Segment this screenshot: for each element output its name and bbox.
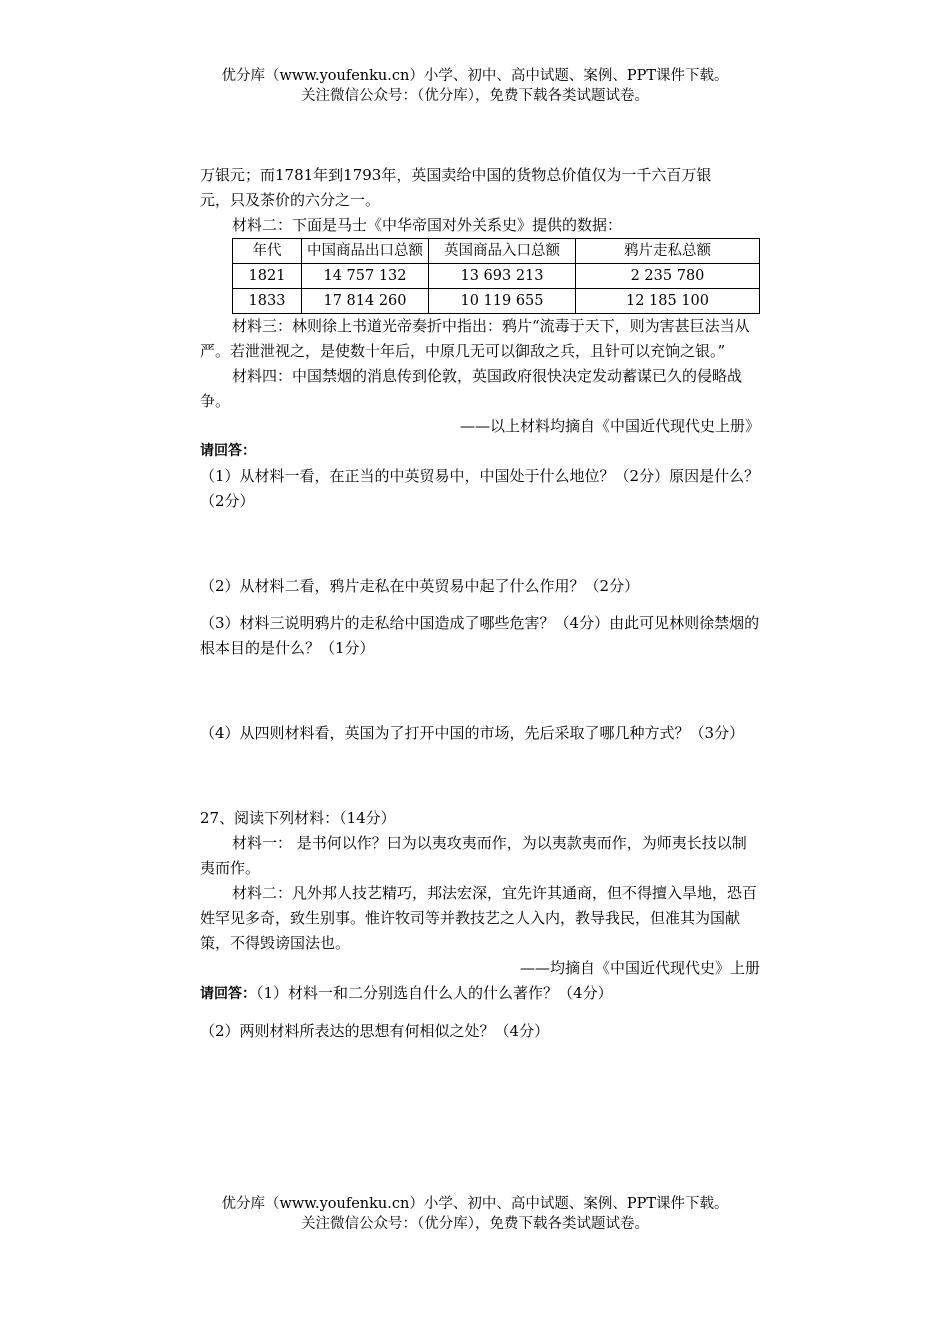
answer-space — [200, 661, 760, 721]
q27-material1: 材料一： 是书何以作？曰为以夷攻夷而作，为以夷款夷而作，为师夷长技以制夷而作。 — [200, 834, 747, 877]
footer-line-1: 优分库（www.youfenku.cn）小学、初中、高中试题、案例、PPT课件下载。 — [221, 1196, 729, 1212]
q26-material2-intro: 材料二：下面是马士《中华帝国对外关系史》提供的数据： — [232, 216, 623, 234]
table-header-row — [233, 239, 760, 264]
table-cell: 1821 — [233, 264, 302, 289]
answer-space — [200, 599, 760, 611]
answer-space — [200, 746, 760, 806]
table-header-cell: 英国商品入口总额 — [429, 239, 576, 264]
q26-continuation-2: 元，只及茶价的六分之一。 — [200, 191, 381, 209]
table-cell: 13 693 213 — [429, 264, 576, 289]
q26-question-3: （3）材料三说明鸦片的走私给中国造成了哪些危害？（4分）由此可见林则徐禁烟的根本目的是什么？（1分） — [200, 614, 760, 657]
table-cell: 14 757 132 — [302, 264, 429, 289]
q27-material2: 材料二：凡外邦人技艺精巧，邦法宏深，宜先许其通商，但不得擅入旱地，恐百姓罕见多奇，致生别事。惟许牧司等并教技艺之人入内，教导我民，但准其为国献策，不得毁谤国法也。 — [200, 884, 758, 952]
header-line-2: 关注微信公众号：（优分库），免费下载各类试题试卷。 — [301, 88, 649, 104]
page-footer — [0, 1194, 950, 1234]
footer-line-2: 关注微信公众号：（优分库），免费下载各类试题试卷。 — [301, 1216, 649, 1232]
table-row — [233, 264, 760, 289]
answer-space — [200, 1007, 760, 1019]
document-body — [200, 163, 760, 1044]
q27-question-1: （1）材料一和二分别选自什么人的什么著作？（4分） — [256, 984, 613, 1002]
trade-data-table — [232, 238, 760, 314]
q27-question-1-line — [200, 981, 760, 1007]
table-cell: 12 185 100 — [576, 289, 760, 314]
q26-material4: 材料四：中国禁烟的消息传到伦敦，英国政府很快决定发动蓄谋已久的侵略战争。 — [200, 367, 743, 410]
q27-source: ——均摘自《中国近代现代史》上册 — [519, 959, 760, 977]
q26-question-1: （1）从材料一看，在正当的中英贸易中，中国处于什么地位？（2分）原因是什么？（2分） — [200, 467, 760, 510]
table-cell: 2 235 780 — [576, 264, 760, 289]
table-header-cell: 中国商品出口总额 — [302, 239, 429, 264]
q26-material3: 材料三：林则徐上书道光帝奏折中指出：鸦片“流毒于天下，则为害甚巨法当从严。若泄泄视之，是使数十年后，中原几无可以御敌之兵，且针可以充饷之银。” — [200, 317, 750, 360]
page-header — [0, 66, 950, 106]
q26-source: ——以上材料均摘自《中国近代现代史上册》 — [459, 417, 760, 435]
table-row — [233, 289, 760, 314]
q26-answer-label: 请回答： — [200, 443, 256, 459]
q26-question-4: （4）从四则材料看，英国为了打开中国的市场，先后采取了哪几种方式？（3分） — [200, 724, 745, 742]
answer-space — [200, 514, 760, 574]
header-line-1: 优分库（www.youfenku.cn）小学、初中、高中试题、案例、PPT课件下载。 — [221, 68, 729, 84]
q26-continuation-1: 万银元；而1781年到1793年，英国卖给中国的货物总价值仅为一千六百万银 — [200, 166, 712, 184]
q27-title: 27、阅读下列材料：（14分） — [200, 809, 396, 827]
q27-question-2: （2）两则材料所表达的思想有何相似之处？（4分） — [200, 1022, 550, 1040]
table-header-cell: 鸦片走私总额 — [576, 239, 760, 264]
table-cell: 17 814 260 — [302, 289, 429, 314]
table-cell: 1833 — [233, 289, 302, 314]
q27-answer-label: 请回答： — [200, 986, 256, 1002]
table-cell: 10 119 655 — [429, 289, 576, 314]
q26-question-2: （2）从材料二看，鸦片走私在中英贸易中起了什么作用？（2分） — [200, 577, 640, 595]
table-header-cell: 年代 — [233, 239, 302, 264]
